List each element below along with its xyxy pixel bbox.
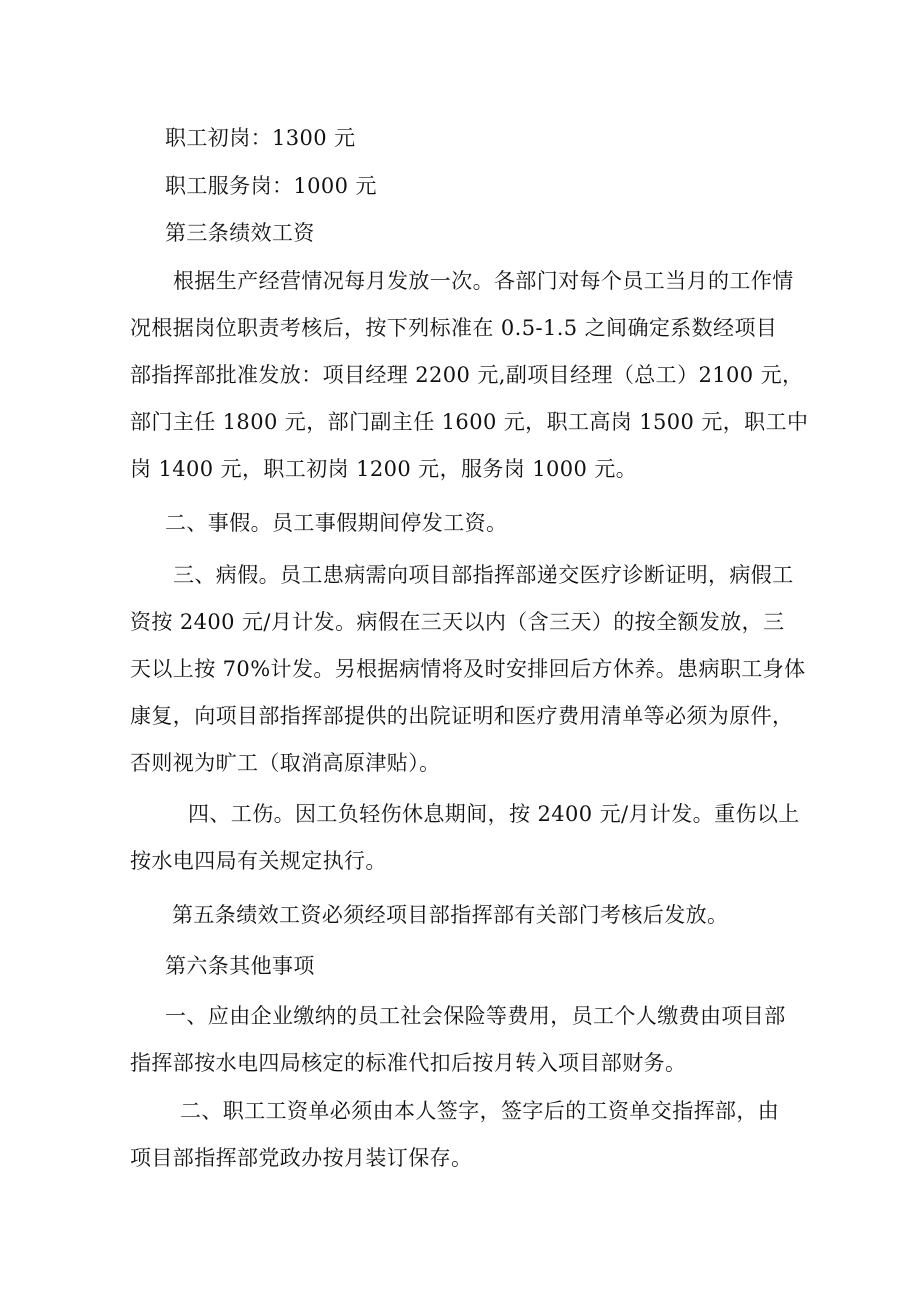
heading-article-3-performance-wage [165, 210, 835, 257]
text-line: 二、事假。员工事假期间停发工资。 [165, 511, 508, 535]
paragraph-performance-standards [130, 258, 809, 493]
text-line: 按水电四局有关规定执行。 [130, 849, 387, 873]
text-line: 指挥部按水电四局核定的标准代扣后按月转入项目部财务。 [130, 1051, 687, 1075]
text-line: 项目部指挥部党政办按月装订保存。 [130, 1146, 473, 1170]
paragraph-sick-leave [130, 552, 806, 787]
paragraph-junior-post-wage [165, 115, 835, 162]
text-line: 部门主任 1800 元，部门副主任 1600 元，职工高岗 1500 元，职工中 [130, 410, 809, 434]
text-line: 三、病假。员工患病需向项目部指挥部递交医疗诊断证明，病假工 [173, 563, 794, 587]
text-line: 职工初岗：1300 元 [165, 126, 356, 150]
text-line: 况根据岗位职责考核后，按下列标准在 0.5-1.5 之间确定系数经项目 [130, 316, 778, 340]
text-line: 一、应由企业缴纳的员工社会保险等费用，员工个人缴费由项目部 [165, 1004, 786, 1028]
paragraph-social-insurance [130, 993, 800, 1087]
text-line: 第六条其他事项 [165, 954, 315, 978]
paragraph-personal-leave [165, 500, 835, 547]
text-line: 第五条绩效工资必须经项目部指挥部有关部门考核后发放。 [172, 903, 729, 927]
paragraph-work-injury [130, 791, 800, 885]
text-line: 康复，向项目部指挥部提供的出院证明和医疗费用清单等必须为原件， [130, 704, 794, 728]
text-line: 天以上按 70%计发。另根据病情将及时安排回后方休养。患病职工身体 [130, 657, 806, 681]
text-line: 职工服务岗：1000 元 [165, 174, 377, 198]
text-line: 否则视为旷工（取消高原津贴）。 [130, 751, 441, 775]
text-line: 资按 2400 元/月计发。病假在三天以内（含三天）的按全额发放，三 [130, 610, 785, 634]
text-line: 二、职工工资单必须由本人签字，签字后的工资单交指挥部，由 [180, 1099, 780, 1123]
text-line: 部指挥部批准发放：项目经理 2200 元,副项目经理（总工）2100 元， [130, 363, 804, 387]
text-line: 四、工伤。因工负轻伤休息期间，按 2400 元/月计发。重伤以上 [188, 802, 800, 826]
heading-article-5 [172, 892, 842, 939]
text-line: 根据生产经营情况每月发放一次。各部门对每个员工当月的工作情 [173, 269, 794, 293]
text-line: 第三条绩效工资 [165, 221, 315, 245]
paragraph-pay-slip [130, 1088, 800, 1182]
text-line: 岗 1400 元，职工初岗 1200 元，服务岗 1000 元。 [130, 457, 638, 481]
heading-article-6-other-matters [165, 943, 835, 990]
paragraph-service-post-wage [165, 163, 835, 210]
